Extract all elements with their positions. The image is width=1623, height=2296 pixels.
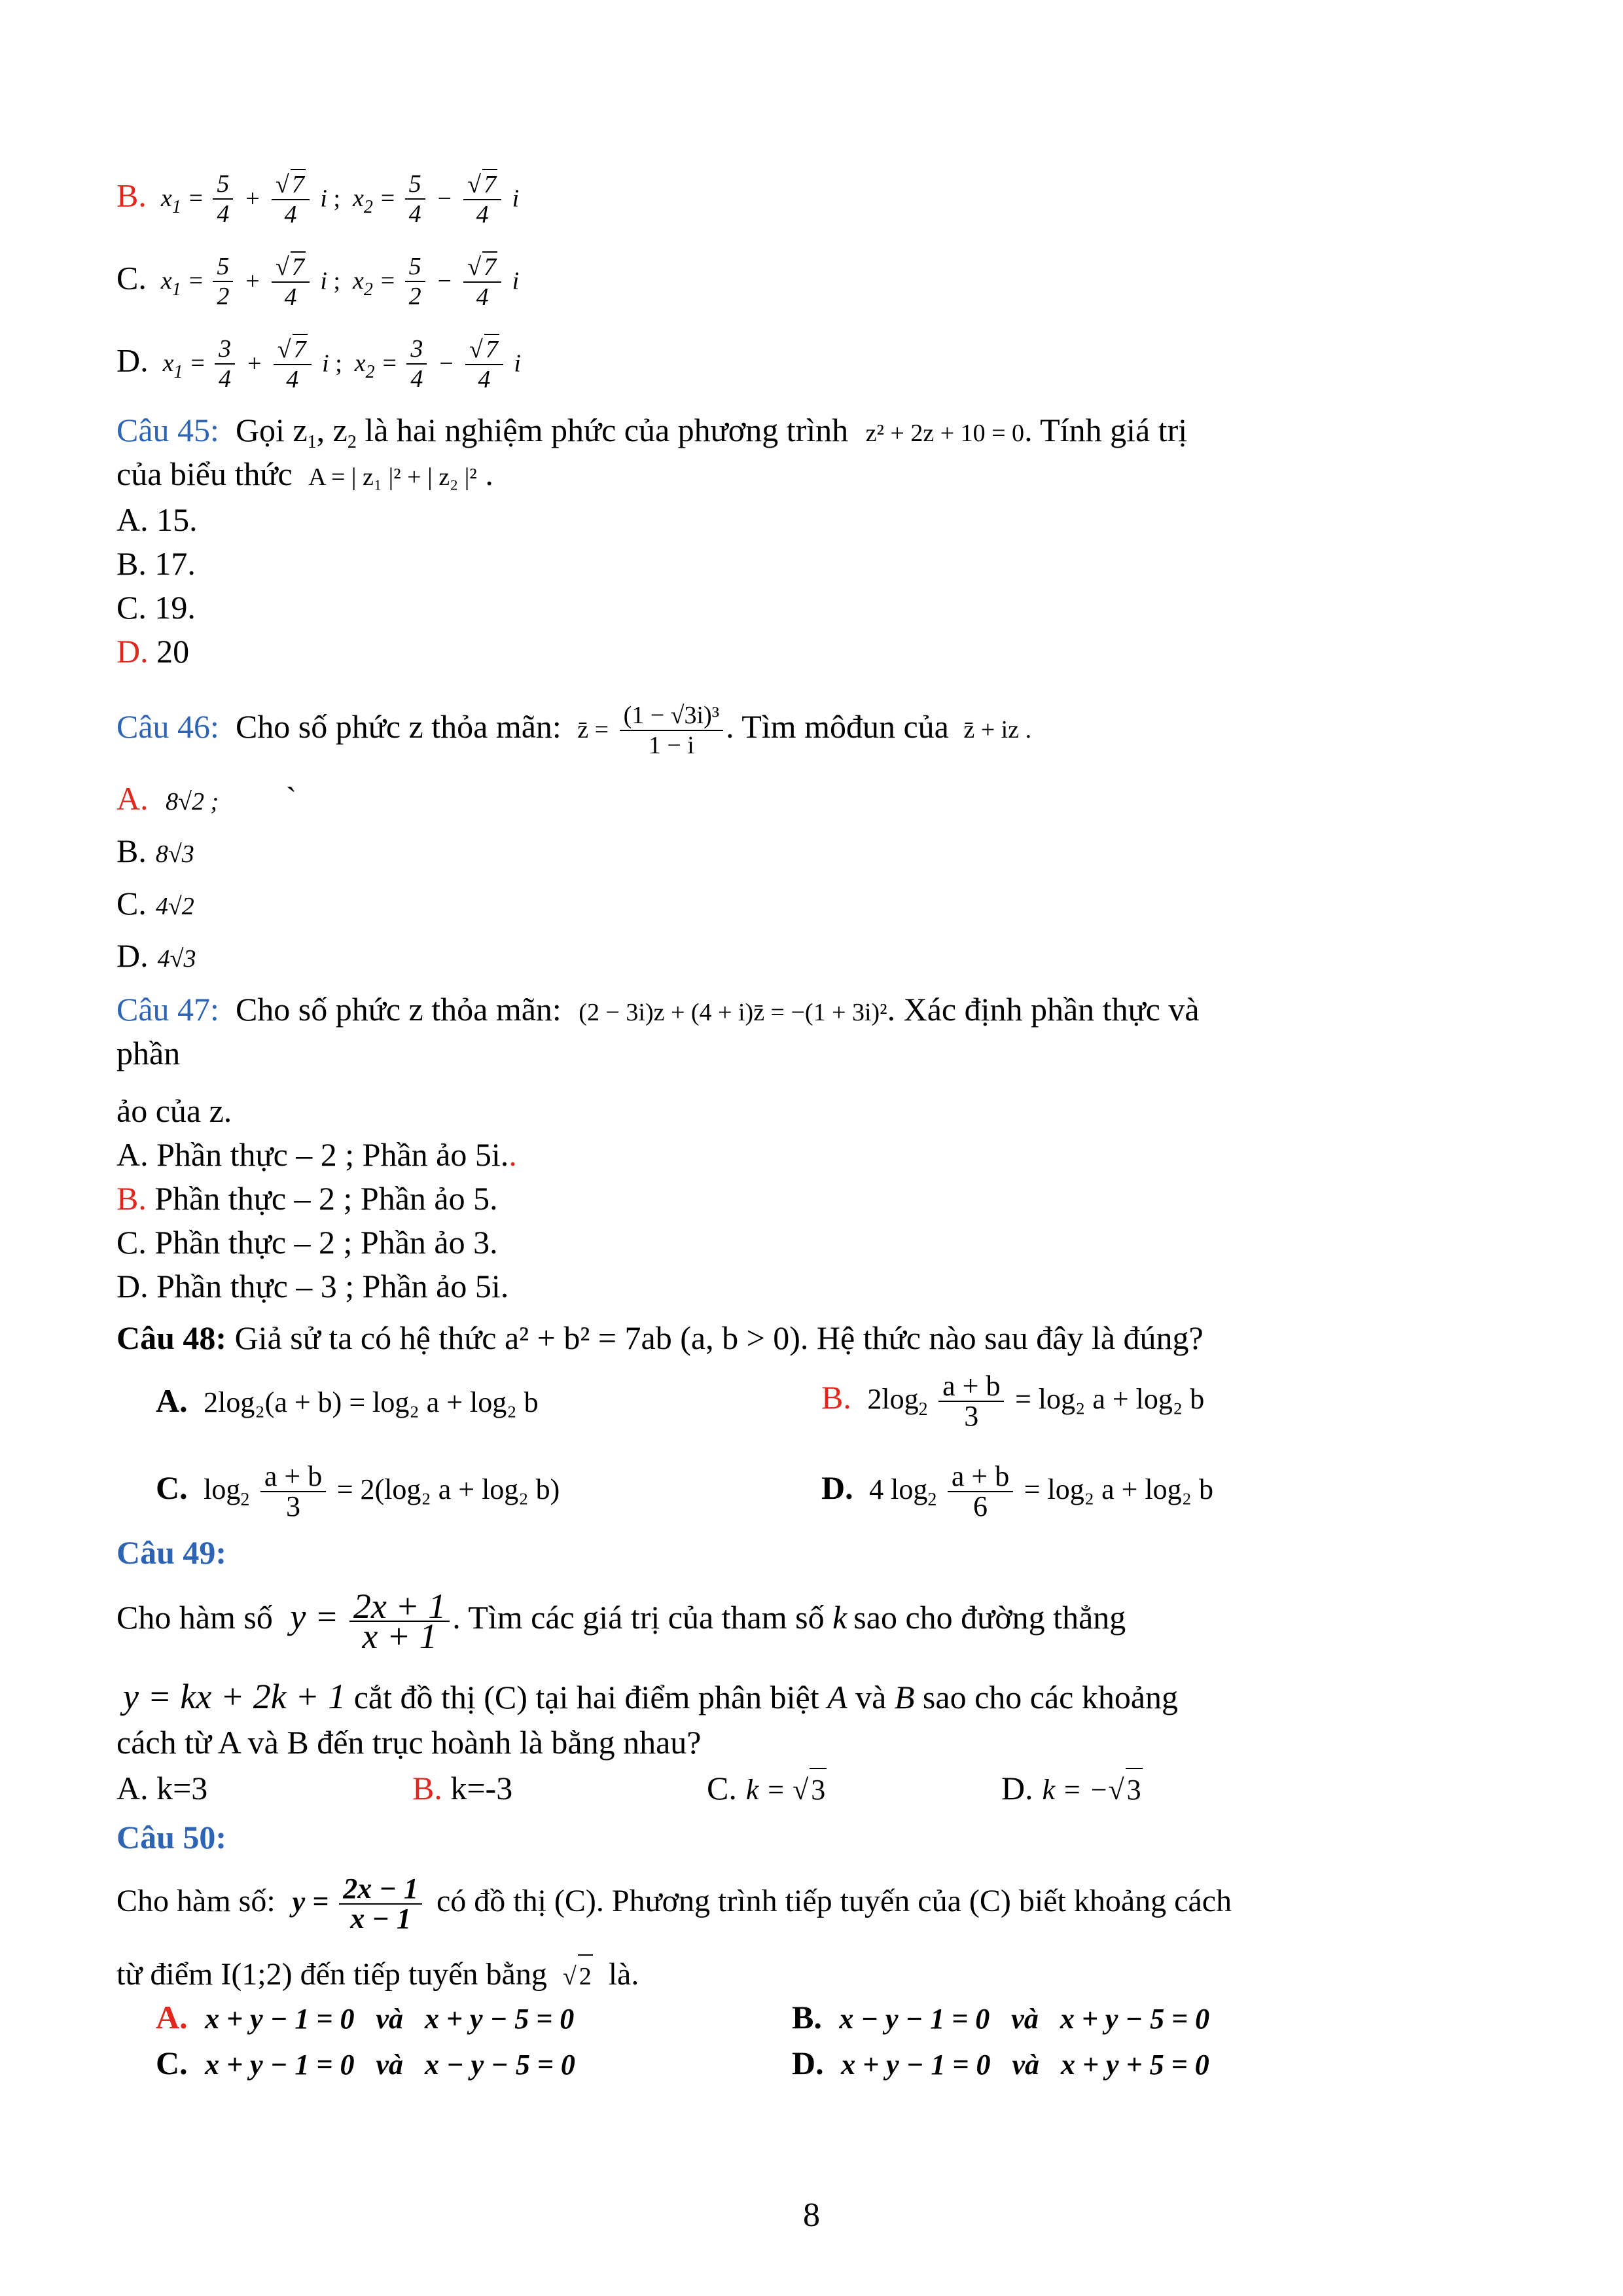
- q49-option-b: B. k=-3: [412, 1770, 513, 1806]
- q49-option-d: D. k = −√3: [1001, 1767, 1143, 1811]
- answer-label: B.: [412, 1770, 442, 1806]
- q44-option-b: B. $x_1$ = $\frac{5}{4}$ + $\frac{√ 7}{4}$ i ; $x_2$ = $\frac{5}{4}$ − $\frac{√ 7}{4}$ i: [116, 170, 520, 228]
- q49-line2: y = kx + 2k + 1 cắt đồ thị (C) tại hai điểm phân biệt A và B sao cho các khoảng: [123, 1677, 1179, 1716]
- q46-option-d: D. 4√3: [116, 937, 196, 974]
- q46-question: Câu 46: Cho số phức z thỏa mãn: z̄ = $\frac{\text{(1 − √3i)³}}{1 - i}$ . Tìm môđun của z̄ + iz .: [116, 701, 1032, 759]
- question-label: Câu 45:: [116, 412, 219, 448]
- q48-question: Câu 48: Giả sử ta có hệ thức a² + b² = 7ab (a, b > 0). Hệ thức nào sau đây là đúng?: [116, 1319, 1204, 1356]
- q47-option-b: B. Phần thực – 2 ; Phần ảo 5.: [116, 1180, 498, 1217]
- q45-option-c: C. 19.: [116, 589, 196, 626]
- q47-question: Câu 47: Cho số phức z thỏa mãn: (2 − 3i)z + (4 + i)z̄ = −(1 + 3i)². Xác định phần thực và: [116, 991, 1200, 1028]
- answer-label: A.: [116, 780, 149, 817]
- answer-label: B.: [821, 1379, 851, 1416]
- q50-option-a: A. x + y − 1 = 0 và x + y − 5 = 0: [156, 1999, 575, 2036]
- q49-question: Cho hàm số y = $\frac{2x + 1}{x + 1}$ . Tìm các giá trị của tham số k sao cho đường thẳng: [116, 1586, 1126, 1656]
- q50-label: Câu 50:: [116, 1819, 227, 1856]
- q46-option-a: A. 8√2 ; `: [116, 780, 297, 817]
- q44-option-c: C. $x_1$ = $\frac{5}{2}$ + $\frac{√ 7}{4}$ i ; $x_2$ = $\frac{5}{2}$ − $\frac{√ 7}{4}$ i: [116, 253, 520, 311]
- answer-label: B.: [116, 1180, 147, 1217]
- q49-label: Câu 49:: [116, 1534, 227, 1571]
- q50-option-c: C. x + y − 1 = 0 và x − y − 5 = 0: [156, 2045, 575, 2081]
- answer-label: D.: [116, 633, 149, 670]
- q49-line3: cách từ A và B đến trục hoành là bằng nhau?: [116, 1724, 702, 1761]
- option-label: C.: [116, 259, 147, 296]
- question-label: Câu 46:: [116, 708, 219, 745]
- q45-question: Câu 45: Gọi $z_1$, $z_2$ là hai nghiệm phức của phương trình z² + 2z + 10 = 0. Tính giá trị: [116, 412, 1188, 452]
- q47-line3: ảo của z.: [116, 1092, 232, 1129]
- option-label: D.: [116, 342, 149, 379]
- q49-option-c: C. k = √3: [707, 1767, 827, 1811]
- q45-line2: của biểu thức A = | z₁ |² + | z₂ |² .: [116, 456, 493, 492]
- q45-option-d: D. 20: [116, 633, 190, 670]
- q48-option-b: B. $2\log_2$ $\frac{a + b}{3}$ = log₂ a + log₂ b: [821, 1369, 1205, 1432]
- q45-option-b: B. 17.: [116, 545, 196, 582]
- q45-expression: A = | z₁ |² + | z₂ |²: [308, 463, 477, 491]
- q45-equation: z² + 2z + 10 = 0: [865, 420, 1025, 447]
- question-label: Câu 48:: [116, 1319, 227, 1356]
- q50-line2: từ điểm I(1;2) đến tiếp tuyến bằng √ 2 là.: [116, 1954, 639, 1998]
- page-number: 8: [803, 2197, 820, 2234]
- q46-option-b: B. 8√3: [116, 833, 194, 869]
- option-label: B.: [116, 177, 147, 214]
- q48-option-d: D. 4 $\log_2$ $\frac{a + b}{6}$ = log₂ a + log₂ b: [821, 1460, 1213, 1522]
- q49-fraction: $\frac{2x + 1}{x + 1}$: [349, 1592, 450, 1651]
- q44-option-d: D. $x_1$ = $\frac{3}{4}$ + $\frac{√ 7}{4}$ i ; $x_2$ = $\frac{3}{4}$ − $\frac{√ 7}{4}$ i: [116, 335, 521, 393]
- q49-option-a: A. k=3: [116, 1770, 208, 1806]
- q47-equation: (2 − 3i)z + (4 + i)z̄ = −(1 + 3i)²: [579, 999, 887, 1026]
- q48-option-a: A. 2log₂(a + b) = log₂ a + log₂ b: [156, 1382, 539, 1419]
- q50-option-b: B. x − y − 1 = 0 và x + y − 5 = 0: [792, 1999, 1210, 2036]
- q48-option-c: C. $\log_2$ $\frac{a + b}{3}$ = 2(log₂ a + log₂ b): [156, 1460, 560, 1522]
- q46-fraction: $\frac{\text{(1 − √3i)³}}{1 - i}$: [620, 701, 724, 760]
- q45-option-a: A. 15.: [116, 501, 198, 538]
- question-label: Câu 47:: [116, 991, 219, 1028]
- q47-option-c: C. Phần thực – 2 ; Phần ảo 3.: [116, 1224, 498, 1261]
- q47-option-a: A. Phần thực – 2 ; Phần ảo 5i..: [116, 1136, 517, 1173]
- q46-option-c: C. 4√2: [116, 885, 194, 922]
- q50-option-d: D. x + y − 1 = 0 và x + y + 5 = 0: [792, 2045, 1209, 2081]
- q50-question: Cho hàm số: y = $\frac{2x - 1}{x - 1}$ có đồ thị (C). Phương trình tiếp tuyến của (C) biết khoảng cách: [116, 1872, 1232, 1935]
- q47-option-d: D. Phần thực – 3 ; Phần ảo 5i.: [116, 1268, 509, 1304]
- q47-line2: phần: [116, 1035, 181, 1071]
- answer-label: A.: [156, 1999, 188, 2036]
